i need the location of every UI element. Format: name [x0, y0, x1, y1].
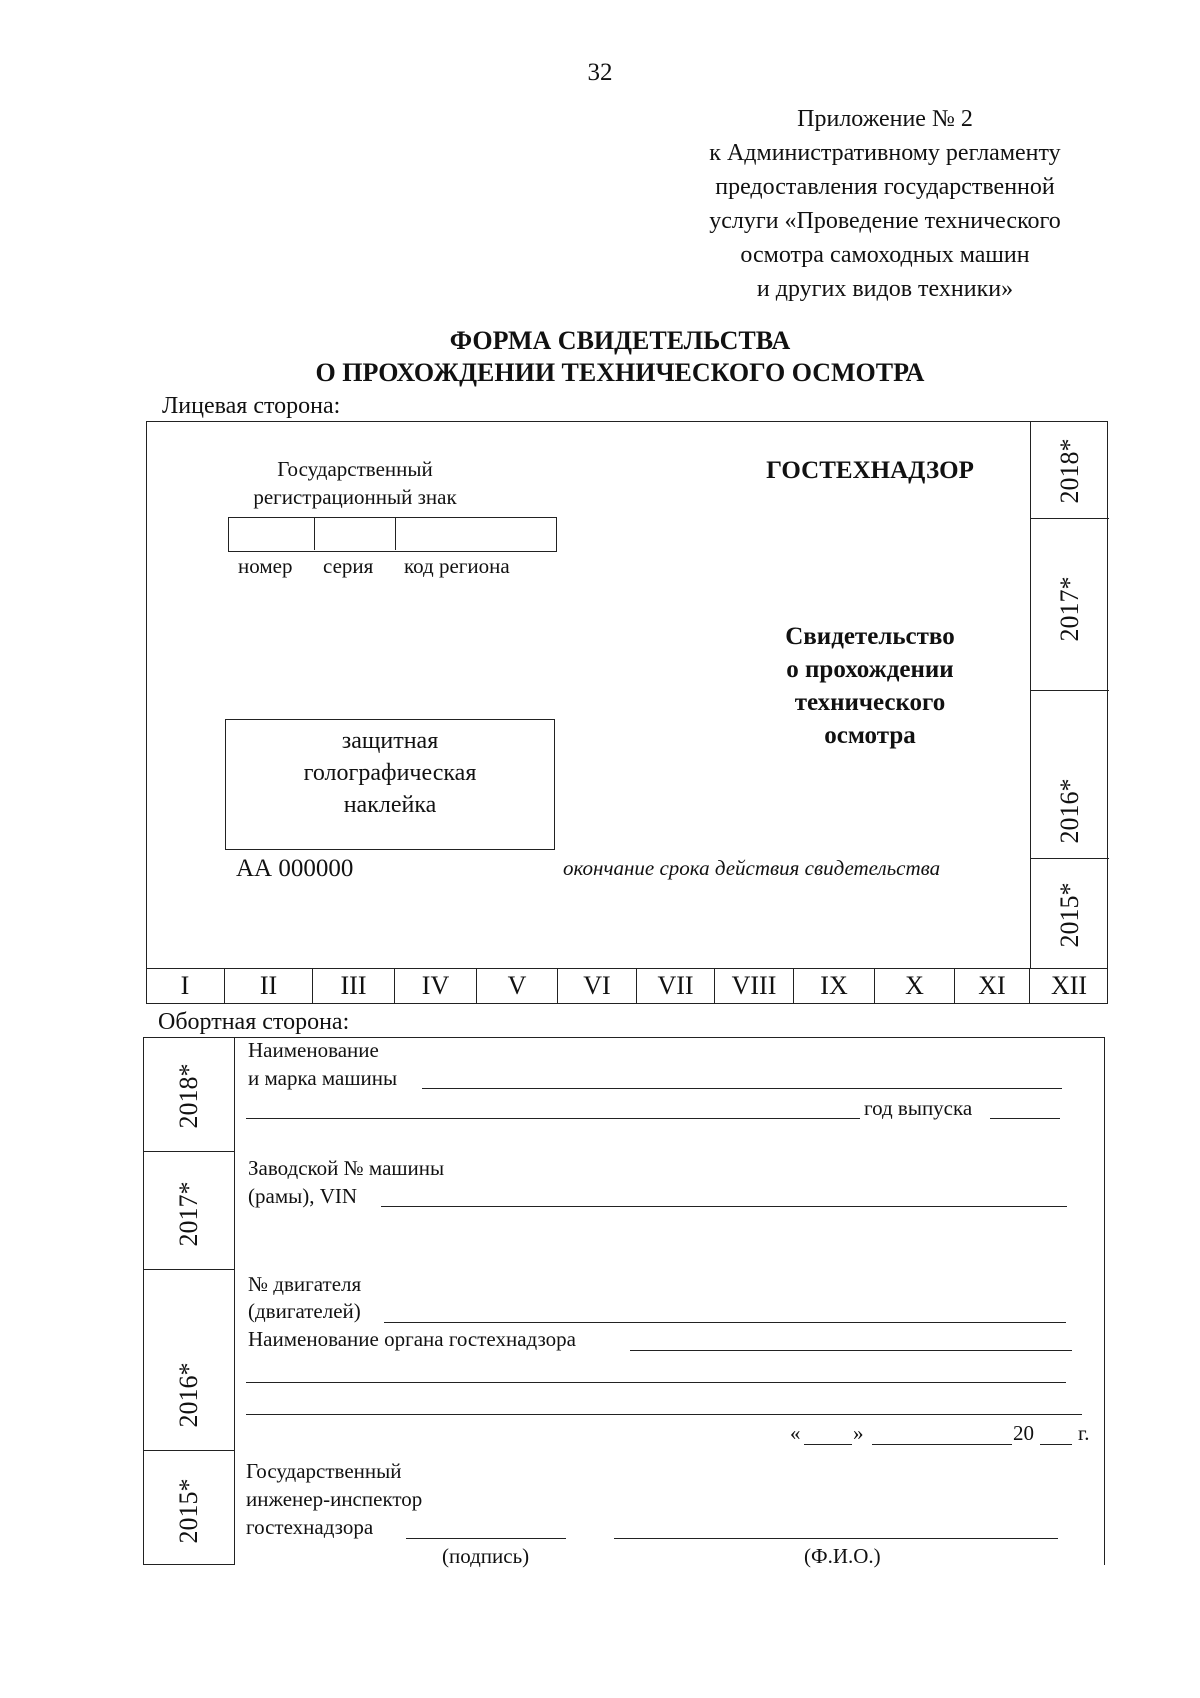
- year-of-manufacture-field[interactable]: [990, 1118, 1060, 1119]
- vin-label-2: (рамы), VIN: [248, 1184, 358, 1208]
- month-cell: V: [477, 969, 558, 1003]
- certificate-title-line: технического: [794, 689, 946, 716]
- date-year-prefix: 20: [1013, 1421, 1034, 1445]
- year-cell: [143, 1451, 235, 1565]
- plate-series-box: [315, 518, 396, 550]
- signature-field[interactable]: [406, 1538, 566, 1539]
- year-label: 2016*: [174, 1362, 203, 1428]
- appendix-line: Приложение № 2: [797, 106, 973, 132]
- year-cell: [1031, 691, 1109, 859]
- date-year-field[interactable]: [1040, 1444, 1072, 1445]
- year-label: 2017*: [1055, 576, 1084, 642]
- inspector-label-2: инженер-инспектор: [246, 1487, 423, 1511]
- year-cell: [1031, 519, 1109, 691]
- year-label: 2018*: [174, 1063, 203, 1129]
- engine-label-2: (двигателей): [248, 1299, 361, 1323]
- engine-field[interactable]: [384, 1322, 1066, 1323]
- machine-name-field-2[interactable]: [246, 1118, 860, 1119]
- year-label: 2017*: [174, 1181, 203, 1247]
- date-day-field[interactable]: [804, 1444, 852, 1445]
- month-cell: IX: [794, 969, 875, 1003]
- plate-caption: серия: [323, 554, 374, 578]
- front-side-label: Лицевая сторона:: [162, 393, 341, 419]
- month-cell: III: [313, 969, 395, 1003]
- authority-field-2[interactable]: [246, 1382, 1066, 1383]
- year-cell: [143, 1270, 235, 1451]
- appendix-line: осмотра самоходных машин: [740, 242, 1030, 268]
- month-cell: I: [146, 969, 225, 1003]
- machine-name-label: Наименование: [248, 1038, 379, 1062]
- year-of-manufacture-label: год выпуска: [864, 1096, 973, 1120]
- month-cell: VIII: [715, 969, 794, 1003]
- plate-label: [230, 455, 480, 511]
- year-cell: [143, 1152, 235, 1270]
- page-number: 32: [587, 59, 613, 86]
- hologram-sticker-text: [225, 725, 555, 821]
- year-label: 2016*: [1055, 778, 1084, 844]
- inspector-label: Государственный: [246, 1459, 402, 1483]
- engine-label: № двигателя: [248, 1272, 362, 1296]
- back-year-column: [143, 1037, 235, 1565]
- machine-brand-label: и марка машины: [248, 1066, 398, 1090]
- year-label: 2018*: [1055, 438, 1084, 504]
- year-cell: [1031, 421, 1109, 519]
- plate-number-boxes: [228, 517, 557, 552]
- vin-label: Заводской № машины: [248, 1156, 445, 1180]
- date-open-quote: «: [790, 1421, 801, 1445]
- plate-label-line: Государственный: [277, 457, 433, 481]
- back-side-label: Обортная сторона:: [158, 1009, 350, 1035]
- title-line-1: ФОРМА СВИДЕТЕЛЬСТВА: [449, 326, 791, 355]
- months-row: [146, 968, 1108, 1004]
- certificate-title: [740, 620, 1000, 752]
- authority-field[interactable]: [630, 1350, 1072, 1351]
- month-cell: XII: [1050, 971, 1088, 1000]
- plate-caption: номер: [238, 554, 293, 578]
- certificate-serial: АА 000000: [236, 855, 354, 882]
- year-cell: [143, 1037, 235, 1152]
- certificate-title-line: Свидетельство: [785, 623, 955, 650]
- hologram-line: наклейка: [343, 792, 437, 818]
- date-close-quote: »: [853, 1421, 864, 1445]
- date-year-suffix: г.: [1078, 1421, 1090, 1445]
- fio-field[interactable]: [614, 1538, 1058, 1539]
- plate-caption: код региона: [404, 554, 510, 578]
- month-cell: IV: [395, 969, 477, 1003]
- vin-field[interactable]: [381, 1206, 1067, 1207]
- year-label: 2015*: [174, 1478, 203, 1544]
- document-title: [0, 325, 1200, 389]
- appendix-line: услуги «Проведение технического: [709, 208, 1061, 234]
- signature-caption: (подпись): [442, 1544, 530, 1568]
- month-cell: II: [225, 969, 313, 1003]
- appendix-line: к Административному регламенту: [709, 140, 1061, 166]
- fio-caption: (Ф.И.О.): [804, 1544, 881, 1568]
- organization-name: ГОСТЕХНАДЗОР: [766, 457, 974, 484]
- authority-label: Наименование органа гостехнадзора: [248, 1327, 576, 1351]
- month-cell: XI: [955, 969, 1030, 1003]
- month-cell: VII: [637, 969, 715, 1003]
- date-month-field[interactable]: [872, 1444, 1012, 1445]
- plate-region-box: [396, 518, 556, 550]
- year-cell: [1031, 859, 1109, 968]
- year-label: 2015*: [1055, 882, 1084, 948]
- appendix-line: предоставления государственной: [715, 174, 1055, 200]
- appendix-header: [640, 102, 1130, 306]
- authority-field-3[interactable]: [246, 1414, 1082, 1415]
- front-year-column: [1030, 421, 1108, 968]
- certificate-title-line: о прохождении: [786, 656, 954, 683]
- plate-label-line: регистрационный знак: [253, 485, 457, 509]
- hologram-line: голографическая: [303, 760, 477, 786]
- month-cell: X: [875, 969, 955, 1003]
- month-cell: VI: [558, 969, 637, 1003]
- plate-number-box: [229, 518, 315, 550]
- hologram-line: защитная: [341, 728, 439, 754]
- appendix-line: и других видов техники»: [756, 276, 1014, 302]
- certificate-title-line: осмотра: [824, 722, 916, 749]
- machine-name-field[interactable]: [422, 1088, 1062, 1089]
- title-line-2: О ПРОХОЖДЕНИИ ТЕХНИЧЕСКОГО ОСМОТРА: [315, 358, 925, 387]
- expiry-caption: окончание срока действия свидетельства: [563, 856, 941, 880]
- inspector-label-3: гостехнадзора: [246, 1515, 374, 1539]
